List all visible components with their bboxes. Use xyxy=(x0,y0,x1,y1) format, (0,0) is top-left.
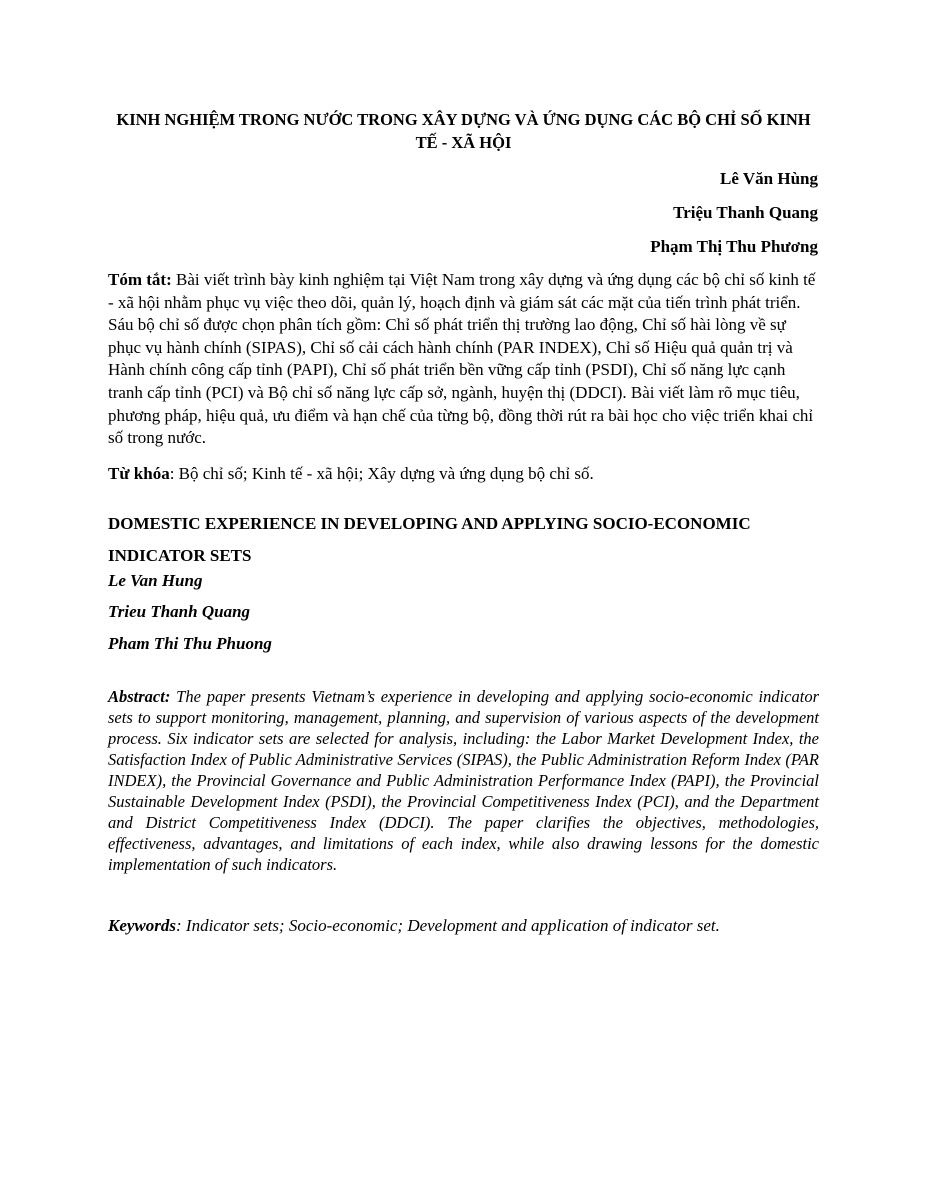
author-en-2: Trieu Thanh Quang xyxy=(108,602,251,621)
abstract-en-label: Abstract: xyxy=(108,687,171,706)
keywords-en-label: Keywords xyxy=(108,916,176,935)
keywords-en xyxy=(108,915,819,937)
author-en-3: Pham Thi Thu Phuong xyxy=(108,634,272,653)
paper-title-vn: KINH NGHIỆM TRONG NƯỚC TRONG XÂY DỰNG VÀ ỨNG DỤNG CÁC BỘ CHỈ SỐ KINH TẾ - XÃ HỘI xyxy=(116,110,811,152)
keywords-vn-text: : Bộ chỉ số; Kinh tế - xã hội; Xây dựng và ứng dụng bộ chỉ số. xyxy=(169,464,594,483)
paper-title-en: DOMESTIC EXPERIENCE IN DEVELOPING AND APPLYING SOCIO-ECONOMIC INDICATOR SETS xyxy=(108,514,751,565)
keywords-vn-label: Từ khóa xyxy=(108,464,170,483)
keywords-vn xyxy=(108,463,819,485)
abstract-vn xyxy=(108,269,819,450)
author-vn-3: Phạm Thị Thu Phương xyxy=(650,237,818,256)
abstract-en-text: The paper presents Vietnam’s experience in developing and applying socio-economic indicator sets to support monitoring, management, planning, and supervision of various aspects of the development process. Six indicator sets are selected for analysis, including: the Labor Market Development Index, the Satisfaction Index of Public Administrative Services (SIPAS), the Public Administration Reform Index (PAR INDEX), the Provincial Governance and Public Administration Performance Index (PAPI), the Provincial Sustainable Development Index (PSDI), the Provincial Competitiveness Index (PCI), and the Department and District Competitiveness Index (DDCI). The paper clarifies the objectives, methodologies, effectiveness, advantages, and limitations of each index, while also drawing lessons for the domestic implementation of such indicators. xyxy=(108,687,819,874)
abstract-vn-label: Tóm tắt: xyxy=(108,270,172,289)
abstract-en xyxy=(108,686,819,875)
author-vn-1: Lê Văn Hùng xyxy=(720,169,818,188)
author-en-1: Le Van Hung xyxy=(108,571,203,590)
keywords-en-text: : Indicator sets; Socio-economic; Development and application of indicator set. xyxy=(176,916,720,935)
abstract-vn-text: Bài viết trình bày kinh nghiệm tại Việt Nam trong xây dựng và ứng dụng các bộ chỉ số kinh tế - xã hội nhằm phục vụ việc theo dõi, quản lý, hoạch định và giám sát các mặt của tiến trình phát triển. Sáu bộ chỉ số được chọn phân tích gồm: Chỉ số phát triển thị trường lao động, Chỉ số hài lòng về sự phục vụ hành chính (SIPAS), Chỉ số cải cách hành chính (PAR INDEX), Chỉ số Hiệu quả quản trị và Hành chính công cấp tỉnh (PAPI), Chỉ số phát triển bền vững cấp tỉnh (PSDI), Chỉ số năng lực cạnh tranh cấp tỉnh (PCI) và Bộ chỉ số năng lực cấp sở, ngành, huyện thị (DDCI). Bài viết làm rõ mục tiêu, phương pháp, hiệu quả, ưu điểm và hạn chế của từng bộ, đồng thời rút ra bài học cho việc triển khai chỉ số trong nước. xyxy=(108,270,816,448)
author-vn-2: Triệu Thanh Quang xyxy=(673,203,818,222)
